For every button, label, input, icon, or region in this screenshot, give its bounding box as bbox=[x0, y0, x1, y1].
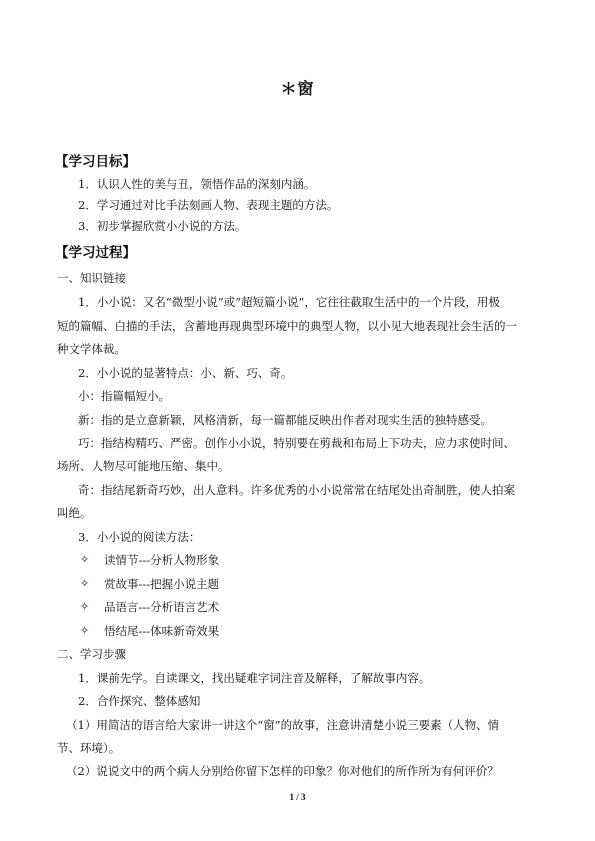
paragraph-line: 1．小小说：又名“微型小说”或“超短篇小说”，它往往截取生活中的一个片段，用极 bbox=[78, 295, 500, 309]
diamond-bullet-icon: ✧ bbox=[80, 600, 90, 613]
paragraph-line: 3．小小说的阅读方法： bbox=[78, 530, 201, 544]
section-heading-process: 【学习过程】 bbox=[55, 245, 136, 261]
objective-item: 1．认识人性的美与丑，领悟作品的深刻内涵。 bbox=[78, 177, 316, 191]
paragraph-line: 短的篇幅、白描的手法，含蓄地再现典型环境中的典型人物，以小见大地表现社会生活的一 bbox=[57, 319, 517, 333]
paragraph-line: 2．小小说的显著特点：小、新、巧、奇。 bbox=[78, 366, 293, 380]
objective-item: 2．学习通过对比手法刻画人物、表现主题的方法。 bbox=[78, 198, 339, 212]
feature-odd-cont: 叫绝。 bbox=[57, 506, 92, 520]
page-number: 1 / 3 bbox=[289, 792, 306, 802]
method-item: 读情节---分析人物形象 bbox=[104, 553, 220, 567]
question-line: （1）用简洁的语言给大家讲一讲这个“窗”的故事，注意讲清楚小说三要素（人物、情 bbox=[66, 718, 500, 732]
feature-odd: 奇：指结尾新奇巧妙，出人意料。许多优秀的小小说常常在结尾处出奇制胜，使人拍案 bbox=[78, 483, 515, 497]
paragraph-line: 种文学体裁。 bbox=[57, 342, 126, 356]
method-item: 赏故事---把握小说主题 bbox=[104, 577, 220, 591]
objective-item: 3．初步掌握欣赏小小说的方法。 bbox=[78, 219, 247, 233]
diamond-bullet-icon: ✧ bbox=[80, 624, 90, 637]
paragraph-line: 2．合作探究、整体感知 bbox=[78, 694, 201, 708]
method-item: 品语言---分析语言艺术 bbox=[104, 600, 220, 614]
feature-clever: 巧：指结构精巧、严密。创作小小说，特别要在剪裁和布局上下功夫，应力求使时间、 bbox=[78, 436, 515, 450]
question-line: （2）说说文中的两个病人分别给你留下怎样的印象？你对他们的所作所为有何评价？ bbox=[66, 764, 499, 778]
method-item: 悟结尾---体味新奇效果 bbox=[104, 624, 220, 638]
document-title: ＊窗 bbox=[280, 79, 315, 98]
feature-clever-cont: 场所、人物尽可能地压缩、集中。 bbox=[57, 459, 230, 473]
feature-new: 新：指的是立意新颖，风格清新，每一篇都能反映出作者对现实生活的独特感受。 bbox=[78, 413, 492, 427]
feature-small: 小：指篇幅短小。 bbox=[78, 389, 170, 403]
diamond-bullet-icon: ✧ bbox=[80, 553, 90, 566]
section-heading-objectives: 【学习目标】 bbox=[55, 154, 136, 170]
diamond-bullet-icon: ✧ bbox=[80, 577, 90, 590]
paragraph-line: 1．课前先学。自读课文，找出疑难字词注音及解释，了解故事内容。 bbox=[78, 671, 431, 685]
part-title: 一、知识链接 bbox=[57, 271, 126, 285]
question-line: 节、环境）。 bbox=[57, 741, 121, 755]
part-title: 二、学习步骤 bbox=[57, 647, 126, 661]
